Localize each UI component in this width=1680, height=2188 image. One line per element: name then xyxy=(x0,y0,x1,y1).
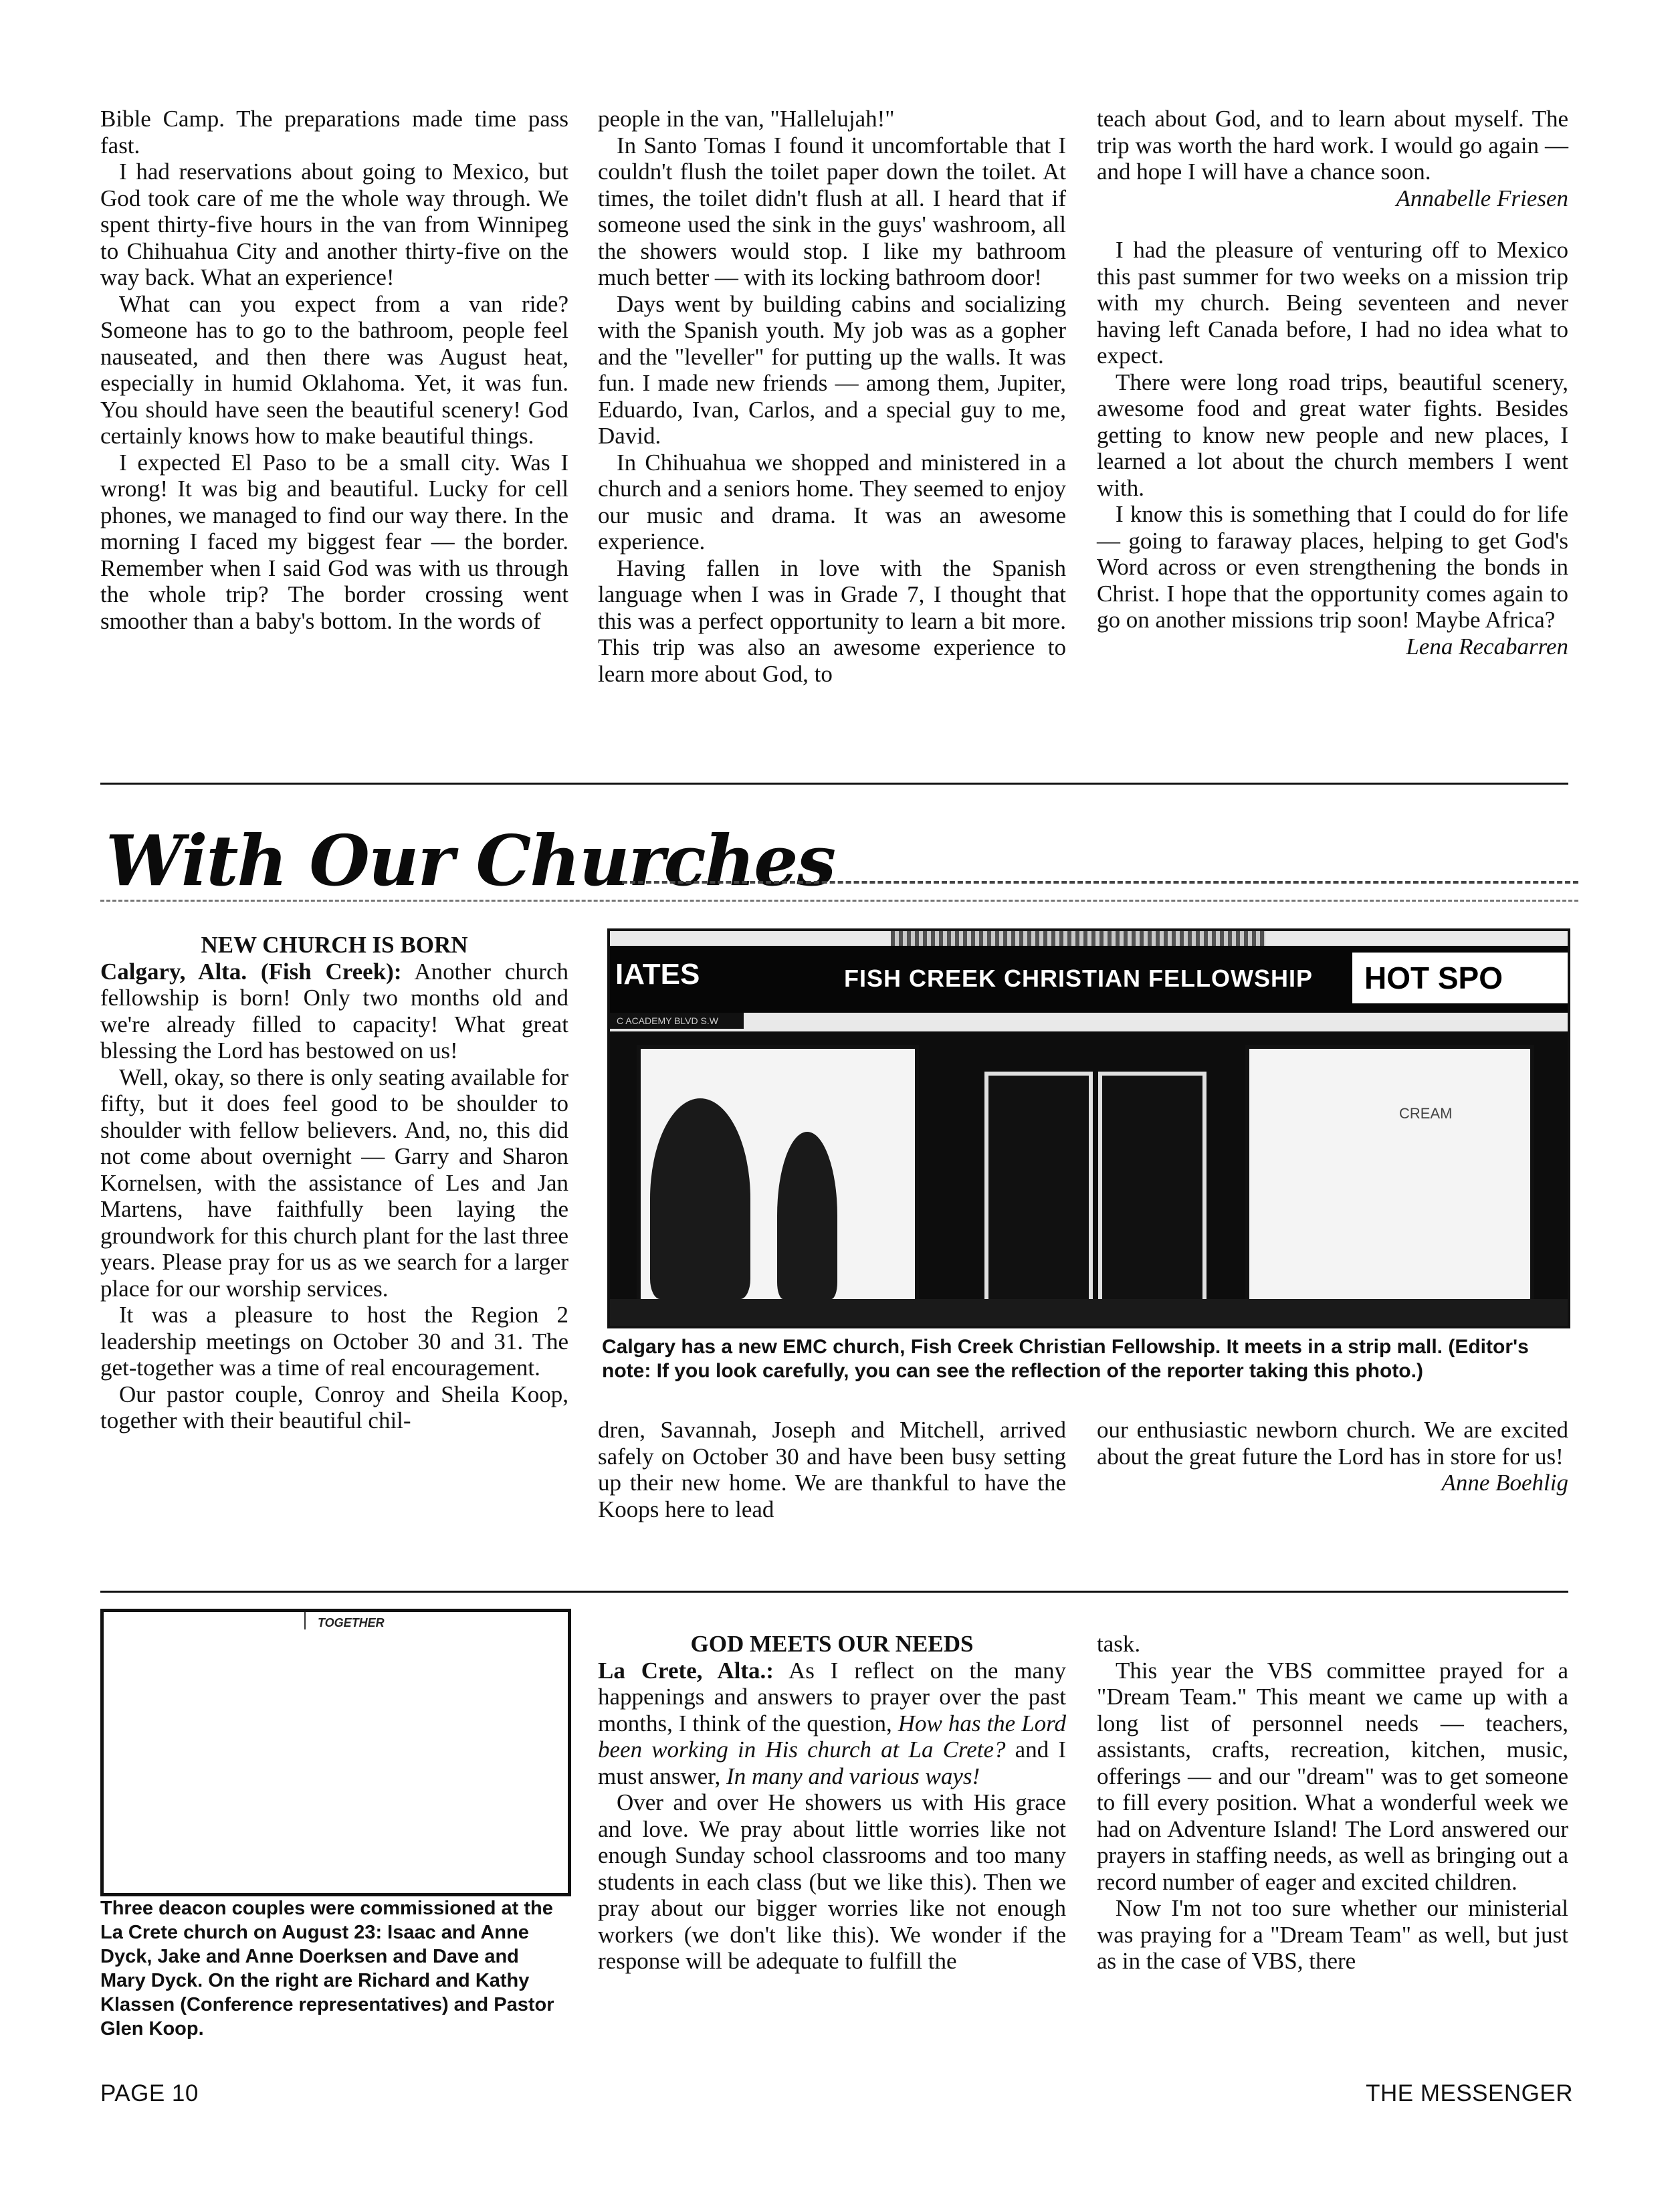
church-p4: Our pastor couple, Conroy and Sheila Koop, together with their beautiful chil- xyxy=(100,1381,568,1433)
needs-p1-question: How has the Lord been working in His church at La Crete? xyxy=(598,1710,1066,1763)
window-pane-right xyxy=(1245,1045,1534,1314)
top-col1-p1: Bible Camp. The preparations made time pass fast. xyxy=(100,106,568,159)
storefront-sign xyxy=(610,946,1568,1013)
deacon-photo-frame xyxy=(100,1609,571,1896)
sign-main-text: FISH CREEK CHRISTIAN FELLOWSHIP xyxy=(844,965,1314,992)
needs-p1-text-a: As I reflect on the many happenings and answers to prayer over the past months, I think of the question, xyxy=(598,1657,1066,1736)
top-col3-p2: I had the pleasure of venturing off to Mexico this past summer for two weeks on a mission trip with my church. Being seventeen and never having left Canada before, I had no idea what to expect. xyxy=(1097,237,1568,369)
section-rule-bottom xyxy=(100,1591,1568,1593)
church-photo-caption: Calgary has a new EMC church, Fish Creek Christian Fellowship. It meets in a strip mall. (Editor's note: If you look carefully, you can see the reflection of the reporter taking this photo.) xyxy=(602,1336,1529,1382)
publication-name: THE MESSENGER xyxy=(1366,2080,1573,2106)
top-col1-p4: I expected El Paso to be a small city. Was I wrong! It was big and beautiful. Lucky for cell phones, we managed to find our way there. In the morning I faced my biggest fear — the border. Remember when I said God was with us through the whole trip? The border crossing went smoother than a baby's bottom. In the words of xyxy=(100,449,568,634)
top-col2-p4: In Chihuahua we shopped and ministered in a church and a seniors home. They seemed to enjoy our music and drama. It was an awesome experience. xyxy=(598,449,1066,555)
entry-door-right xyxy=(1098,1072,1206,1328)
deacon-photo-caption: Three deacon couples were commissioned at the La Crete church on August 23: Isaac and Anne Dyck, Jake and Anne Doerksen and Dave and Mary Dyck. On the right are Richard and Kathy Klassen (Conference representatives) and Pastor Glen Koop. xyxy=(100,1898,554,2040)
church-p1 xyxy=(100,959,568,1064)
church-col3-text: our enthusiastic newborn church. We are excited about the great future the Lord has in store for us! xyxy=(1097,1417,1568,1470)
sub-sign-text: C ACADEMY BLVD S.W xyxy=(610,1013,744,1029)
top-col2-p5: Having fallen in love with the Spanish language when I was in Grade 7, I thought that this was a perfect opportunity to learn a bit more. This trip was also an awesome experience to learn more about God, to xyxy=(598,555,1066,687)
sign-right-text: HOT SPO xyxy=(1352,953,1570,1003)
top-col2-p3: Days went by building cabins and socializing with the Spanish youth. My job was as a gopher and the "leveller" for putting up the walls. It was fun. I made new friends — among them, Jupiter, Eduardo, Ivan, Carlos, and a special guy to me, David. xyxy=(598,290,1066,449)
inset-tag: TOGETHER xyxy=(318,1616,385,1629)
top-col3-p3: There were long road trips, beautiful scenery, awesome food and great water fights. Besides getting to know new people and new places, I learned a lot about the church members I went with. xyxy=(1097,369,1568,501)
entry-door-left xyxy=(984,1072,1093,1328)
needs-col-2 xyxy=(598,1631,1066,1975)
signature-anne: Anne Boehlig xyxy=(1441,1470,1568,1496)
page-number: PAGE 10 xyxy=(100,2080,199,2106)
signature-lena: Lena Recabarren xyxy=(1406,633,1568,660)
needs-dateline: La Crete, Alta.: xyxy=(598,1657,774,1684)
needs-col3-p2: This year the VBS committee prayed for a "Dream Team." This meant we came up with a long list of personnel needs — teachers, assistants, crafts, recreation, kitchen, music, offerings — and our "dream" was to get someone to fill every position. What a wonderful week we had on Adventure Island! The Lord answered our prayers in staffing needs, as well as bringing out a record number of eager and excited children. xyxy=(1097,1657,1568,1895)
church-dateline: Calgary, Alta. (Fish Creek): xyxy=(100,958,402,985)
frame-tick xyxy=(304,1612,306,1629)
sidewalk xyxy=(610,1299,1568,1326)
needs-heading: GOD MEETS OUR NEEDS xyxy=(690,1631,974,1657)
tree-silhouette-2 xyxy=(777,1132,837,1299)
church-col-1 xyxy=(100,932,568,1434)
banner-dash-rule-lower xyxy=(100,900,1578,902)
top-col3-p4: I know this is something that I could do for life — going to faraway places, helping to get God's Word across or even strengthening the bonds in Christ. I hope that the opportunity comes again to go on another missions trip soon! Maybe Africa? xyxy=(1097,501,1568,633)
top-col1-p2: I had reservations about going to Mexico, but God took care of me the whole way through. We spent thirty-five hours in the van from Winnipeg to Chihuahua City and another thirty-five on the way back. What an experience! xyxy=(100,159,568,290)
needs-p2: Over and over He showers us with His grace and love. We pray about little worries like not enough Sunday school classrooms and too many students in each class (but we like this). Then we pray about our bigger worries like not enough workers (we don't like this). We wonder if the response will be adequate to fulfill the xyxy=(598,1789,1066,1974)
church-photo xyxy=(607,928,1570,1328)
needs-col-3 xyxy=(1097,1631,1568,1975)
top-col2-p1: people in the van, "Hallelujah!" xyxy=(598,106,895,132)
section-rule-top xyxy=(100,783,1568,785)
top-col-3 xyxy=(1097,106,1568,660)
needs-col3-p3: Now I'm not too sure whether our ministerial was praying for a "Dream Team" as well, but just as in the case of VBS, there xyxy=(1097,1895,1568,1974)
needs-p1-answer: In many and various ways! xyxy=(726,1763,980,1789)
tree-silhouette xyxy=(650,1098,750,1299)
church-p2: Well, okay, so there is only seating available for fifty, but it does feel good to be shoulder to shoulder with fellow believers. And, no, this did not come about overnight — Garry and Sharon Kornelsen, with the assistance of Les and Jan Martens, have faithfully been laying the groundwork for this church plant for the last three years. Please pray for us as we search for a larger place for our worship services. xyxy=(100,1064,568,1302)
top-col-1 xyxy=(100,106,568,634)
top-col-2 xyxy=(598,106,1066,687)
church-p3: It was a pleasure to host the Region 2 leadership meetings on October 30 and 31. The get-together was a time of real encouragement. xyxy=(100,1302,568,1381)
sign-left-text: IATES xyxy=(615,958,700,991)
banner-title: With Our Churches xyxy=(106,819,835,902)
church-p1-text: Another church fellowship is born! Only two months old and we're already filled to capacity! What great blessing the Lord has bestowed on us! xyxy=(100,958,569,1064)
section-banner xyxy=(100,819,1578,913)
top-col2-p2: In Santo Tomas I found it uncomfortable that I couldn't flush the toilet paper down the toilet. At times, the toilet didn't flush at all. I heard that if someone used the sink in the guys' washroom, all the showers would stop. I like my bathroom much better — with its locking bathroom door! xyxy=(598,132,1066,290)
church-col-3 xyxy=(1097,1417,1568,1496)
church-heading: NEW CHURCH IS BORN xyxy=(201,932,468,958)
top-col1-p3: What can you expect from a van ride? Someone has to go to the bathroom, people feel nauseated, and then there was August heat, especially in humid Oklahoma. Yet, it was fun. You should have seen the beautiful scenery! God certainly knows how to make beautiful things. xyxy=(100,290,568,449)
church-col2-text: dren, Savannah, Joseph and Mitchell, arrived safely on October 30 and have been busy setting up their new home. We are thankful to have the Koops here to lead xyxy=(598,1417,1066,1522)
top-col3-p1: teach about God, and to learn about myself. The trip was worth the hard work. I would go again — and hope I will have a chance soon. xyxy=(1097,106,1568,185)
banner-dash-rule xyxy=(622,881,1578,884)
signature-annabelle: Annabelle Friesen xyxy=(1396,185,1568,211)
church-col-2 xyxy=(598,1417,1066,1522)
window-lettering: CREAM xyxy=(1399,1105,1453,1122)
needs-p1-text-b: and I must answer, xyxy=(598,1736,1066,1789)
needs-col3-p1: task. xyxy=(1097,1631,1141,1657)
needs-p1 xyxy=(598,1658,1066,1790)
